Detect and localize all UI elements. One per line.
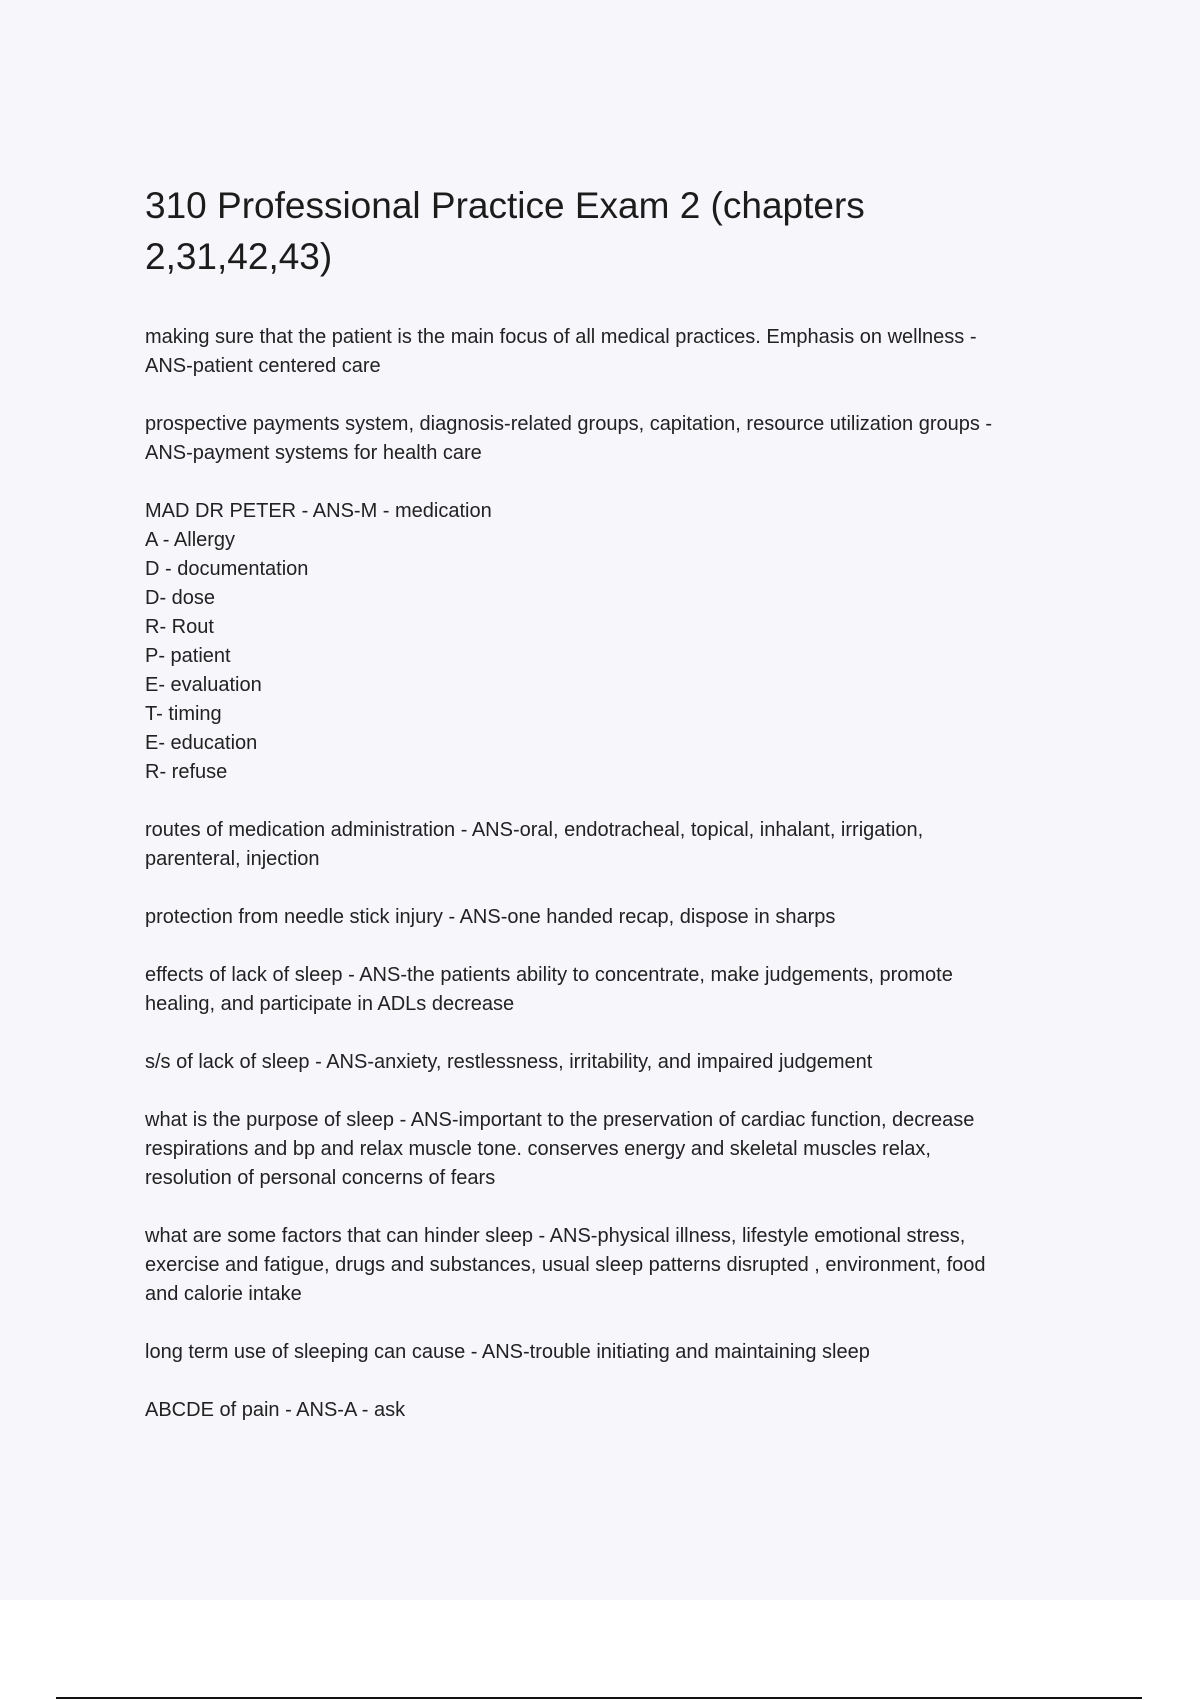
- entry-text-line: MAD DR PETER - ANS-M - medication: [145, 500, 492, 522]
- flashcard-entry: [145, 1396, 1095, 1425]
- entry-text-line: long term use of sleeping can cause - ANS-trouble initiating and maintaining sleep: [145, 1341, 870, 1363]
- entry-text-line: protection from needle stick injury - ANS-one handed recap, dispose in sharps: [145, 906, 836, 928]
- entry-text-line: parenteral, injection: [145, 848, 320, 870]
- flashcard-entry: [145, 410, 1095, 468]
- flashcard-entry: [145, 816, 1095, 874]
- entry-text-line: D- dose: [145, 587, 216, 609]
- entry-text-line: E- evaluation: [145, 674, 262, 696]
- flashcard-entry: [145, 961, 1095, 1019]
- entry-text-line: what is the purpose of sleep - ANS-important to the preservation of cardiac function, decrease: [145, 1109, 975, 1131]
- entry-text-line: E- education: [145, 732, 258, 754]
- entry-text-line: healing, and participate in ADLs decrease: [145, 993, 515, 1015]
- document-content: [145, 180, 1095, 1454]
- entry-text-line: R- Rout: [145, 616, 214, 638]
- flashcard-entry: [145, 1106, 1095, 1193]
- flashcard-entry: [145, 1222, 1095, 1309]
- entry-text-line: what are some factors that can hinder sleep - ANS-physical illness, lifestyle emotional stress,: [145, 1225, 966, 1247]
- entry-text-line: effects of lack of sleep - ANS-the patients ability to concentrate, make judgements, promote: [145, 964, 953, 986]
- flashcard-entry: [145, 323, 1095, 381]
- entry-text-line: ANS-patient centered care: [145, 355, 381, 377]
- flashcard-entry: [145, 497, 1095, 787]
- entry-text-line: prospective payments system, diagnosis-related groups, capitation, resource utilization groups -: [145, 413, 993, 435]
- entry-text-line: D - documentation: [145, 558, 309, 580]
- page-title: 310 Professional Practice Exam 2 (chapters 2,31,42,43): [145, 185, 865, 277]
- flashcard-list: [145, 323, 1095, 1425]
- entry-text-line: exercise and fatigue, drugs and substances, usual sleep patterns disrupted , environment, food: [145, 1254, 986, 1276]
- entry-text-line: making sure that the patient is the main focus of all medical practices. Emphasis on wellness -: [145, 326, 977, 348]
- entry-text-line: R- refuse: [145, 761, 228, 783]
- entry-text-line: resolution of personal concerns of fears: [145, 1167, 496, 1189]
- entry-text-line: T- timing: [145, 703, 222, 725]
- flashcard-entry: [145, 1048, 1095, 1077]
- entry-text-line: s/s of lack of sleep - ANS-anxiety, restlessness, irritability, and impaired judgement: [145, 1051, 873, 1073]
- entry-text-line: P- patient: [145, 645, 231, 667]
- entry-text-line: and calorie intake: [145, 1283, 302, 1305]
- flashcard-entry: [145, 1338, 1095, 1367]
- entry-text-line: ANS-payment systems for health care: [145, 442, 482, 464]
- entry-text-line: ABCDE of pain - ANS-A - ask: [145, 1399, 406, 1421]
- footer-divider: [56, 1697, 1142, 1699]
- entry-text-line: routes of medication administration - ANS-oral, endotracheal, topical, inhalant, irrigation,: [145, 819, 924, 841]
- entry-text-line: A - Allergy: [145, 529, 236, 551]
- entry-text-line: respirations and bp and relax muscle tone. conserves energy and skeletal muscles relax,: [145, 1138, 931, 1160]
- flashcard-entry: [145, 903, 1095, 932]
